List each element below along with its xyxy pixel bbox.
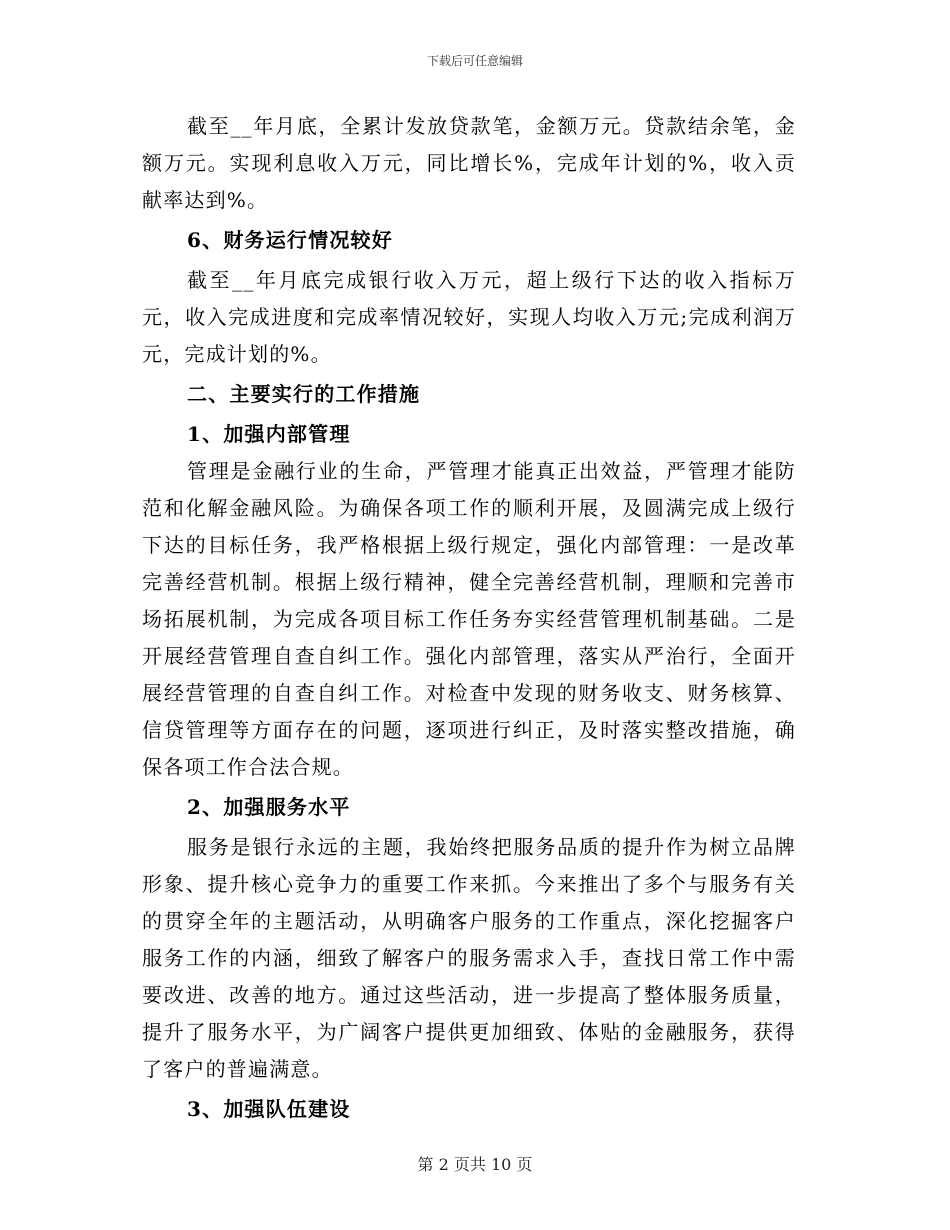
heading-internal-management: 1、加强内部管理 bbox=[187, 422, 351, 446]
paragraph-internal-management: 管理是金融行业的生命，严管理才能真正出效益，严管理才能防范和化解金融风险。为确保各项工作的顺利开展，及圆满完成上级行下达的目标任务，我严格根据上级行规定，强化内部管理：一是改革完善经营机制。根据上级行精神，健全完善经营机制，理顺和完善市场拓展机制，为完成各项目标工作任务夯实经营管理机制基础。二是开展经营管理自查自纠工作。强化内部管理，落实从严治行，全面开展经营管理的自查自纠工作。对检查中发现的财务收支、财务核算、信贷管理等方面存在的问题，逐项进行纠正，及时落实整改措施，确保各项工作合法合规。 bbox=[142, 459, 796, 779]
page-number: 第 2 页共 10 页 bbox=[417, 1155, 533, 1174]
paragraph-loans: 截至__年月底，全累计发放贷款笔，金额万元。贷款结余笔，金额万元。实现利息收入万元，同比增长%，完成年计划的%，收入贡献率达到%。 bbox=[142, 114, 796, 212]
paragraph-service-level: 服务是银行永远的主题，我始终把服务品质的提升作为树立品牌形象、提升核心竞争力的重要工作来抓。今来推出了多个与服务有关的贯穿全年的主题活动，从明确客户服务的工作重点，深化挖掘客户服务工作的内涵，细致了解客户的服务需求入手，查找日常工作中需要改进、改善的地方。通过这些活动，进一步提高了整体服务质量，提升了服务水平，为广阔客户提供更加细致、体贴的金融服务，获得了客户的普遍满意。 bbox=[142, 835, 796, 1081]
page-header: 下载后可任意编辑 bbox=[426, 54, 523, 68]
heading-main-measures: 二、主要实行的工作措施 bbox=[187, 382, 421, 406]
document-body bbox=[142, 108, 796, 1131]
heading-team-building: 3、加强队伍建设 bbox=[187, 1097, 351, 1121]
heading-service-level: 2、加强服务水平 bbox=[187, 795, 351, 819]
heading-finance-operation: 6、财务运行情况较好 bbox=[187, 228, 393, 252]
paragraph-bank-income: 截至__年月底完成银行收入万元，超上级行下达的收入指标万元，收入完成进度和完成率情况较好，实现人均收入万元;完成利润万元，完成计划的%。 bbox=[142, 268, 796, 366]
